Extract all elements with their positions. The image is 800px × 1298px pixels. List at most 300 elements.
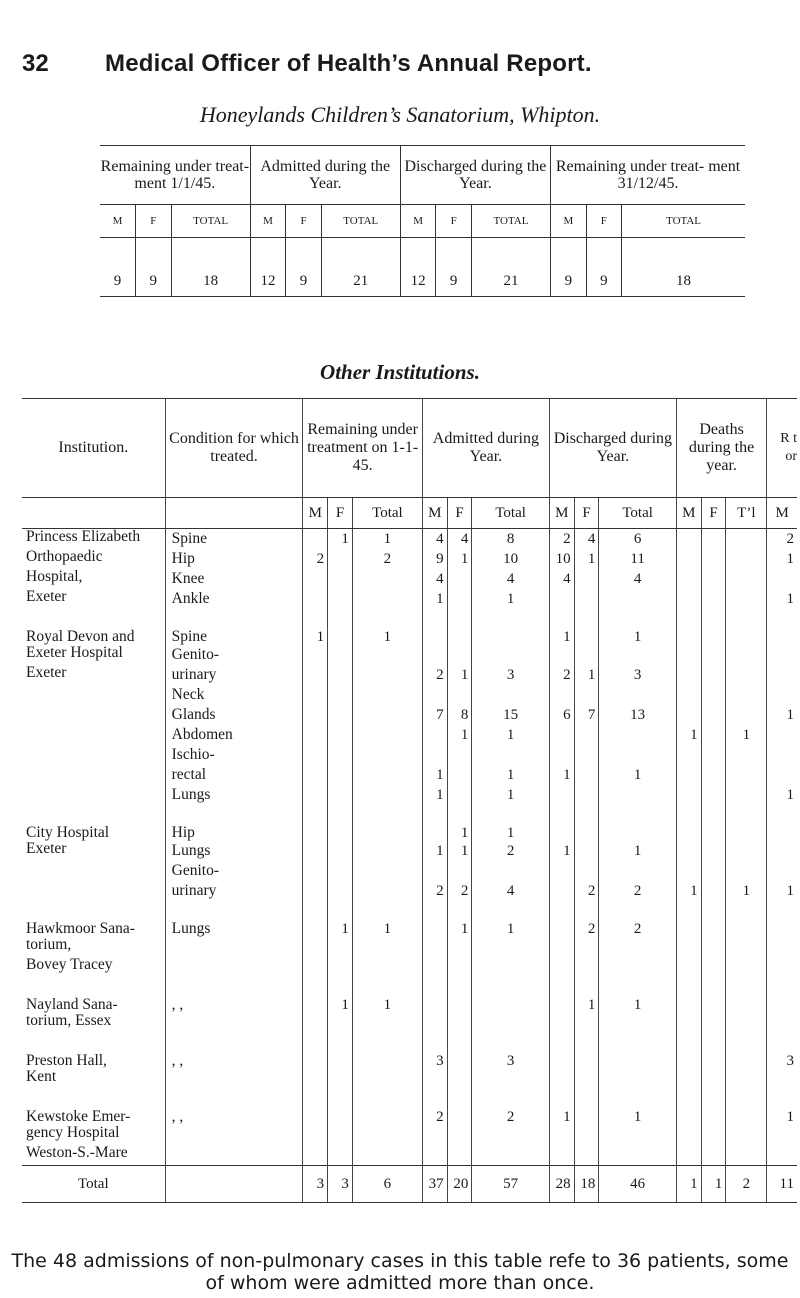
condition-cell [165, 1145, 303, 1166]
condition-cell: Ankle [165, 589, 303, 609]
institution-row [22, 705, 797, 725]
value-cell: 2 [422, 665, 447, 685]
value-cell [701, 937, 726, 957]
value-cell [767, 609, 797, 645]
value-cell [599, 645, 677, 665]
value-cell [328, 705, 353, 725]
remaining-end-header: R t or [767, 399, 797, 498]
value-cell [767, 645, 797, 665]
value-cell [549, 977, 574, 1013]
value-cell: 2 [549, 529, 574, 550]
value-cell [447, 861, 472, 881]
value-cell [422, 609, 447, 645]
condition-cell: Genito- [165, 645, 303, 665]
value-cell [549, 1125, 574, 1145]
value-cell [726, 685, 767, 705]
sub-header-f: F [447, 498, 472, 529]
condition-cell [165, 937, 303, 957]
value-cell: 2 [472, 1089, 550, 1125]
value-cell [352, 805, 422, 841]
value-cell: 1 [599, 765, 677, 785]
total-value-cell: 20 [447, 1166, 472, 1203]
value-cell [549, 645, 574, 665]
institution-cell [22, 785, 165, 805]
condition-cell: urinary [165, 881, 303, 901]
value-cell: 9 [100, 266, 136, 297]
sub-header-cell: M [551, 205, 587, 238]
value-cell: 1 [786, 1109, 794, 1125]
value-cell [676, 665, 701, 685]
value-cell [328, 937, 353, 957]
value-cell [303, 645, 328, 665]
value-cell: 9 [286, 266, 321, 297]
blank-cell [586, 238, 621, 267]
value-cell: 1 [786, 551, 794, 567]
value-cell [447, 765, 472, 785]
blank-cell [436, 238, 471, 267]
sub-header-cell: M [250, 205, 286, 238]
institution-row [22, 977, 797, 1013]
condition-cell [165, 957, 303, 977]
value-cell [767, 957, 797, 977]
condition-cell: , , [165, 977, 303, 1013]
value-cell: 4 [599, 569, 677, 589]
value-cell: 8 [447, 705, 472, 725]
page-header [0, 0, 800, 80]
value-cell [352, 1033, 422, 1069]
value-cell [767, 937, 797, 957]
value-cell [574, 725, 599, 745]
value-cell [328, 841, 353, 861]
blank-cell [136, 238, 172, 267]
value-cell [726, 765, 767, 785]
value-cell: 1 [303, 609, 328, 645]
value-cell [599, 1013, 677, 1033]
value-cell [328, 805, 353, 841]
value-cell: 1 [447, 901, 472, 937]
value-cell [549, 957, 574, 977]
value-cell [472, 745, 550, 765]
value-cell [328, 725, 353, 745]
value-cell [599, 1145, 677, 1166]
value-cell: 4 [472, 569, 550, 589]
value-cell [767, 805, 797, 841]
sanatorium-table [100, 145, 745, 297]
value-cell [726, 861, 767, 881]
value-cell: 1 [549, 1089, 574, 1125]
value-cell: 1 [676, 881, 701, 901]
institution-cell: Kewstoke Emer- [22, 1089, 165, 1125]
sub-header-cell: F [136, 205, 172, 238]
sub-header-cell: TOTAL [471, 205, 550, 238]
value-cell [472, 957, 550, 977]
value-cell: 4 [574, 529, 599, 550]
value-cell [676, 1125, 701, 1145]
value-cell [447, 1089, 472, 1125]
value-cell: 4 [472, 881, 550, 901]
value-cell [726, 1125, 767, 1145]
value-cell [303, 805, 328, 841]
value-cell [726, 1089, 767, 1125]
blank-cell [471, 238, 550, 267]
value-cell [328, 609, 353, 645]
value-cell [701, 1089, 726, 1125]
institution-cell: gency Hospital [22, 1125, 165, 1145]
value-cell: 11 [599, 549, 677, 569]
value-cell [701, 685, 726, 705]
value-cell: 9 [586, 266, 621, 297]
condition-header: Condition for which treated. [165, 399, 303, 498]
value-cell [549, 1013, 574, 1033]
value-cell [328, 1033, 353, 1069]
value-cell [701, 901, 726, 937]
value-cell [422, 1069, 447, 1089]
remaining-header: Remaining under treatment on 1-1-45. [303, 399, 422, 498]
value-cell [599, 1125, 677, 1145]
value-cell [574, 841, 599, 861]
value-cell [352, 569, 422, 589]
value-cell [676, 937, 701, 957]
value-cell [599, 1069, 677, 1089]
value-cell [701, 1013, 726, 1033]
value-cell: 1 [676, 725, 701, 745]
value-cell: 1 [328, 529, 353, 550]
blank-cell [22, 498, 165, 529]
value-cell [422, 1145, 447, 1166]
value-cell: 1 [574, 549, 599, 569]
value-cell [701, 785, 726, 805]
value-cell [701, 1033, 726, 1069]
value-cell [447, 645, 472, 665]
value-cell [352, 765, 422, 785]
value-cell: 1 [352, 529, 422, 550]
value-cell [701, 805, 726, 841]
totals-label: Total [22, 1166, 165, 1203]
value-cell [701, 645, 726, 665]
sub-header-cell: F [436, 205, 471, 238]
group-header: Remaining under treat- ment 1/1/45. [100, 146, 250, 205]
value-cell [701, 861, 726, 881]
value-cell [726, 785, 767, 805]
value-cell: 1 [574, 665, 599, 685]
condition-cell: Spine [165, 609, 303, 645]
value-cell: 9 [436, 266, 471, 297]
sub-header-row [100, 205, 745, 238]
value-cell [352, 589, 422, 609]
value-cell [767, 685, 797, 705]
sub-header-m: M [767, 498, 797, 529]
value-cell: 1 [422, 589, 447, 609]
total-value-cell: 1 [676, 1166, 701, 1203]
value-cell [726, 549, 767, 569]
institution-cell: Exeter Hospital [22, 645, 165, 665]
value-cell [447, 1145, 472, 1166]
institution-row [22, 901, 797, 937]
value-cell: 21 [321, 266, 400, 297]
value-cell [303, 1089, 328, 1125]
institution-row [22, 805, 797, 841]
institution-cell: Hawkmoor Sana- [22, 901, 165, 937]
institution-cell: Weston-S.-Mare [22, 1145, 165, 1166]
value-cell [472, 1069, 550, 1089]
value-cell [422, 937, 447, 957]
institution-cell: City Hospital [22, 805, 165, 841]
value-cell [726, 1069, 767, 1089]
value-cell [472, 685, 550, 705]
blank-cell [400, 238, 436, 267]
value-cell [599, 589, 677, 609]
value-cell: 1 [422, 765, 447, 785]
value-cell [599, 957, 677, 977]
total-value-cell: 11 [767, 1166, 797, 1203]
value-cell [328, 957, 353, 977]
sub-header-total: Total [599, 498, 677, 529]
value-cell [726, 937, 767, 957]
totals-row [22, 1166, 797, 1203]
sanatorium-title: Honeylands Children’s Sanatorium, Whipton. [199, 102, 601, 127]
value-cell [472, 937, 550, 957]
sub-header-cell: TOTAL [171, 205, 250, 238]
value-cell [422, 645, 447, 665]
value-cell: 1 [786, 883, 794, 899]
value-cell [574, 745, 599, 765]
value-cell: 1 [472, 725, 550, 745]
institution-cell: Orthopaedic [22, 549, 165, 569]
value-cell [303, 569, 328, 589]
value-cell [701, 549, 726, 569]
value-cell [701, 745, 726, 765]
value-cell [472, 977, 550, 1013]
value-cell [726, 901, 767, 937]
value-cell: 3 [422, 1033, 447, 1069]
institutions-table [22, 398, 797, 1203]
condition-cell [165, 1069, 303, 1089]
value-cell: 4 [549, 569, 574, 589]
value-cell [676, 705, 701, 725]
value-cell [328, 569, 353, 589]
value-cell [676, 1069, 701, 1089]
condition-cell: Knee [165, 569, 303, 589]
value-cell: 1 [328, 901, 353, 937]
value-cell [599, 937, 677, 957]
value-cell: 4 [447, 529, 472, 550]
value-cell [549, 685, 574, 705]
value-cell [701, 881, 726, 901]
value-cell [574, 645, 599, 665]
value-cell [328, 1145, 353, 1166]
value-cell [676, 805, 701, 841]
institution-row [22, 881, 797, 901]
blank-cell [171, 238, 250, 267]
value-cell [574, 861, 599, 881]
value-cell: 1 [549, 765, 574, 785]
value-cell [422, 861, 447, 881]
value-cell [352, 685, 422, 705]
value-cell [422, 1125, 447, 1145]
condition-cell: Hip [165, 549, 303, 569]
institution-row [22, 645, 797, 665]
value-cell [328, 589, 353, 609]
value-cell [676, 645, 701, 665]
value-cell: 1 [726, 725, 767, 745]
value-cell [352, 881, 422, 901]
value-cell [422, 725, 447, 745]
blank-cell [165, 498, 303, 529]
total-value-cell: 57 [472, 1166, 550, 1203]
sub-header-m: M [676, 498, 701, 529]
value-cell [447, 745, 472, 765]
total-value-cell: 3 [303, 1166, 328, 1203]
value-cell [726, 977, 767, 1013]
value-cell: 1 [447, 725, 472, 745]
value-cell [574, 805, 599, 841]
value-cell [676, 957, 701, 977]
value-cell [676, 745, 701, 765]
value-cell [574, 569, 599, 589]
value-cell [767, 745, 797, 765]
condition-cell: Lungs [165, 841, 303, 861]
institution-cell: Exeter [22, 665, 165, 685]
group-header: Discharged during the Year. [400, 146, 550, 205]
value-cell [599, 785, 677, 805]
sub-header-cell: M [100, 205, 136, 238]
value-cell [701, 609, 726, 645]
value-cell: 1 [472, 901, 550, 937]
value-cell [328, 1125, 353, 1145]
value-cell [767, 861, 797, 881]
institution-row [22, 529, 797, 550]
institution-row [22, 1013, 797, 1033]
value-cell [676, 529, 701, 550]
value-cell [352, 725, 422, 745]
value-cell [447, 977, 472, 1013]
value-cell [726, 805, 767, 841]
value-cell [328, 881, 353, 901]
value-cell: 1 [599, 841, 677, 861]
value-cell [352, 1069, 422, 1089]
condition-cell: Abdomen [165, 725, 303, 745]
value-cell: 1 [549, 841, 574, 861]
institution-cell: torium, [22, 937, 165, 957]
value-cell: 3 [472, 1033, 550, 1069]
institution-cell [22, 765, 165, 785]
value-cell [599, 861, 677, 881]
institutions-header-row [22, 399, 797, 498]
blank-cell [165, 1166, 303, 1203]
value-cell: 2 [352, 549, 422, 569]
value-cell [549, 937, 574, 957]
value-cell [472, 861, 550, 881]
value-cell [549, 861, 574, 881]
value-cell [574, 785, 599, 805]
condition-cell: Lungs [165, 901, 303, 937]
value-cell [352, 1089, 422, 1125]
institution-row [22, 957, 797, 977]
sub-header-m: M [303, 498, 328, 529]
total-value-cell: 18 [574, 1166, 599, 1203]
value-cell [352, 861, 422, 881]
value-cell [701, 569, 726, 589]
value-cell [328, 685, 353, 705]
value-cell [574, 1089, 599, 1125]
value-cell: 1 [447, 549, 472, 569]
value-cell: 1 [328, 977, 353, 1013]
value-cell [549, 805, 574, 841]
value-cell: 9 [422, 549, 447, 569]
value-cell [352, 841, 422, 861]
value-cell [676, 685, 701, 705]
value-cell [303, 785, 328, 805]
institutions-sub-header-row [22, 498, 797, 529]
value-cell: 1 [352, 901, 422, 937]
institution-row [22, 665, 797, 685]
value-cell [574, 1145, 599, 1166]
value-cell [767, 1013, 797, 1033]
value-cell: 1 [574, 977, 599, 1013]
value-cell: 6 [549, 705, 574, 725]
value-cell [574, 1013, 599, 1033]
value-cell [767, 1069, 797, 1089]
blank-cell [250, 238, 286, 267]
institution-cell [22, 861, 165, 881]
value-cell [726, 569, 767, 589]
value-cell: 1 [786, 787, 794, 803]
value-cell: 9 [136, 266, 172, 297]
institution-cell: Kent [22, 1069, 165, 1089]
value-cell: 1 [447, 805, 472, 841]
value-cell: 1 [726, 881, 767, 901]
value-cell [303, 977, 328, 1013]
institution-cell [22, 685, 165, 705]
condition-cell: , , [165, 1089, 303, 1125]
value-cell [422, 957, 447, 977]
condition-cell: Ischio- [165, 745, 303, 765]
value-cell: 3 [472, 665, 550, 685]
value-cell [447, 785, 472, 805]
values-row [100, 266, 745, 297]
value-cell: 3 [599, 665, 677, 685]
value-cell: 1 [599, 609, 677, 645]
blank-cell [100, 238, 136, 267]
value-cell [447, 569, 472, 589]
value-cell [422, 901, 447, 937]
value-cell [447, 937, 472, 957]
institution-cell: torium, Essex [22, 1013, 165, 1033]
value-cell [447, 609, 472, 645]
value-cell [352, 705, 422, 725]
value-cell: 8 [472, 529, 550, 550]
value-cell [574, 1033, 599, 1069]
value-cell [726, 1145, 767, 1166]
sub-header-total: Total [352, 498, 422, 529]
value-cell [701, 705, 726, 725]
value-cell [328, 745, 353, 765]
value-cell [303, 529, 328, 550]
sub-header-cell: TOTAL [321, 205, 400, 238]
value-cell [726, 529, 767, 550]
condition-cell: rectal [165, 765, 303, 785]
institution-row [22, 609, 797, 645]
value-cell: 21 [471, 266, 550, 297]
value-cell [676, 977, 701, 1013]
value-cell [676, 1089, 701, 1125]
value-cell [726, 645, 767, 665]
value-cell: 12 [250, 266, 286, 297]
value-cell [447, 1033, 472, 1069]
value-cell [447, 1069, 472, 1089]
total-value-cell: 3 [328, 1166, 353, 1203]
value-cell [767, 569, 797, 589]
